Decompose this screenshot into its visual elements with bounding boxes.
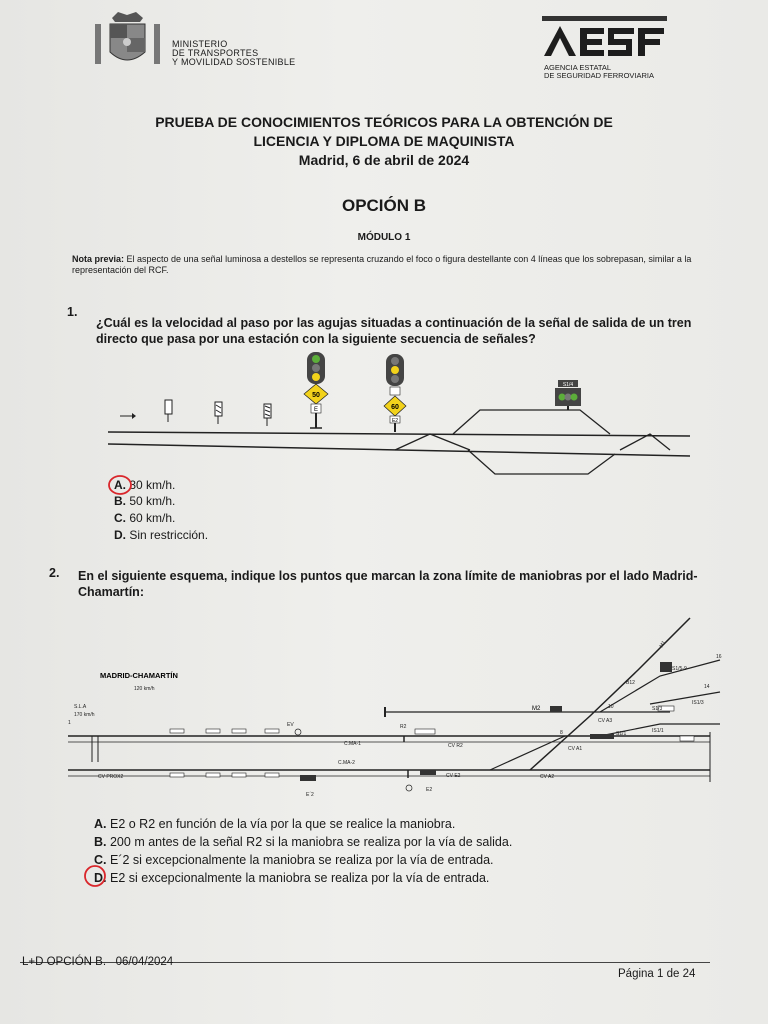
coat-of-arms-logo (90, 10, 165, 72)
advance-board-3 (264, 404, 271, 426)
aesf-logo (542, 16, 670, 60)
footer-exam-code: L+D OPCIÓN B. 06/04/2024 (22, 956, 174, 968)
cva3-label: CV A3 (598, 718, 613, 724)
board-50-label: 50 (312, 392, 320, 399)
question-2-text: En el siguiente esquema, indique los puntos que marcan la zona límite de maniobras por el lado Madrid-Chamartín: (78, 569, 698, 599)
q1-option-b[interactable]: B. 50 km/h. (114, 494, 176, 508)
is13-label: IS1/3 (692, 700, 704, 706)
cva1-label: CV A1 (568, 746, 583, 752)
question-1-number: 1. (67, 305, 78, 319)
q2-option-b[interactable]: B. 200 m antes de la señal R2 si la maniobra se realiza por la vía de salida. (94, 835, 513, 849)
m2-label: M2 (532, 706, 541, 712)
advance-board-1 (165, 400, 172, 422)
q2-answer-mark-circle (82, 864, 108, 888)
cma1-label: C.MA-1 (344, 741, 361, 747)
entry-signal-60 (384, 354, 406, 432)
station-speed-label: 120 km/h (134, 686, 155, 692)
page-number: Página 1 de 24 (618, 968, 696, 980)
note-text: El aspecto de una señal luminosa a destellos se representa cruzando el foco o figura destellante con 4 líneas que los sobrepasan, similar a la representación del RCF. (72, 254, 692, 275)
q2-option-c[interactable]: C. E´2 si excepcionalmente la maniobra se realiza por la vía de entrada. (94, 853, 494, 867)
q1-option-c[interactable]: C. 60 km/h. (114, 511, 176, 525)
n14-label: 14 (704, 684, 710, 690)
cva2-label: CV A2 (540, 774, 555, 780)
n10-label: 10 (608, 704, 614, 710)
exam-title: PRUEBA DE CONOCIMIENTOS TEÓRICOS PARA LA OBTENCIÓN DE LICENCIA Y DIPLOMA DE MAQUINISTA Madrid, 6 de abril de 2024 (155, 114, 613, 168)
n16-label: 16 (716, 654, 722, 660)
n1-label: 1 (68, 720, 71, 726)
n8-label: 8 (560, 730, 563, 736)
e2-label: E2 (426, 787, 433, 793)
q1-option-d[interactable]: D. Sin restricción. (114, 528, 209, 542)
question-2-number: 2. (49, 566, 60, 580)
plate-e2-label: E2 (391, 418, 399, 424)
module-heading: MÓDULO 1 (357, 232, 411, 243)
ev-label: EV (287, 722, 294, 728)
s13-label: S1/3 (652, 706, 663, 712)
option-heading: OPCIÓN B (341, 196, 427, 215)
cvprox2-label: CV PROX2 (98, 774, 124, 780)
r2-label: R2 (400, 724, 407, 730)
sla-label: S.L.A (74, 704, 87, 710)
advance-signal-50 (304, 352, 328, 428)
station-label: MADRID-CHAMARTÍN (100, 671, 178, 680)
preliminary-note (72, 254, 692, 276)
q2-option-d[interactable]: D. E2 si excepcionalmente la maniobra se realiza por la vía de entrada. (94, 871, 490, 885)
b12-label: B12 (626, 680, 635, 686)
s159-label: S1/5-9 (672, 666, 687, 672)
board-60-label: 60 (391, 404, 399, 411)
cve2-label: CV E2 (446, 773, 461, 779)
question-1-text: ¿Cuál es la velocidad al paso por las agujas situadas a continuación de la señal de salida de un tren directo que pasa por una estación con la siguiente secuencia de señales? (96, 316, 692, 346)
exit-signal-label: S1/4 (562, 382, 574, 388)
q1-option-a[interactable]: A. 30 km/h. (114, 478, 176, 492)
s11-label: S1/1 (616, 731, 627, 737)
advance-board-2 (215, 402, 222, 424)
m1-label: M1 (658, 639, 668, 649)
is11-label: IS1/1 (652, 728, 664, 734)
exit-signal (555, 380, 581, 410)
q2-option-a[interactable]: A. E2 o R2 en función de la vía por la que se realice la maniobra. (94, 817, 456, 831)
ministry-name: MINISTERIO DE TRANSPORTES Y MOVILIDAD SOSTENIBLE (172, 39, 296, 67)
agency-name: AGENCIA ESTATAL DE SEGURIDAD FERROVIARIA (544, 63, 655, 80)
e2-prime-label: E´2 (306, 792, 314, 798)
plate-e-label: E (313, 407, 319, 413)
cma2-label: C.MA-2 (338, 760, 355, 766)
cvr2-label: CV R2 (448, 743, 463, 749)
question-2-station-diagram (60, 612, 732, 802)
note-label: Nota previa: (72, 254, 125, 264)
question-1-track-diagram (100, 350, 700, 476)
sla-speed-label: 170 km/h (74, 712, 95, 718)
